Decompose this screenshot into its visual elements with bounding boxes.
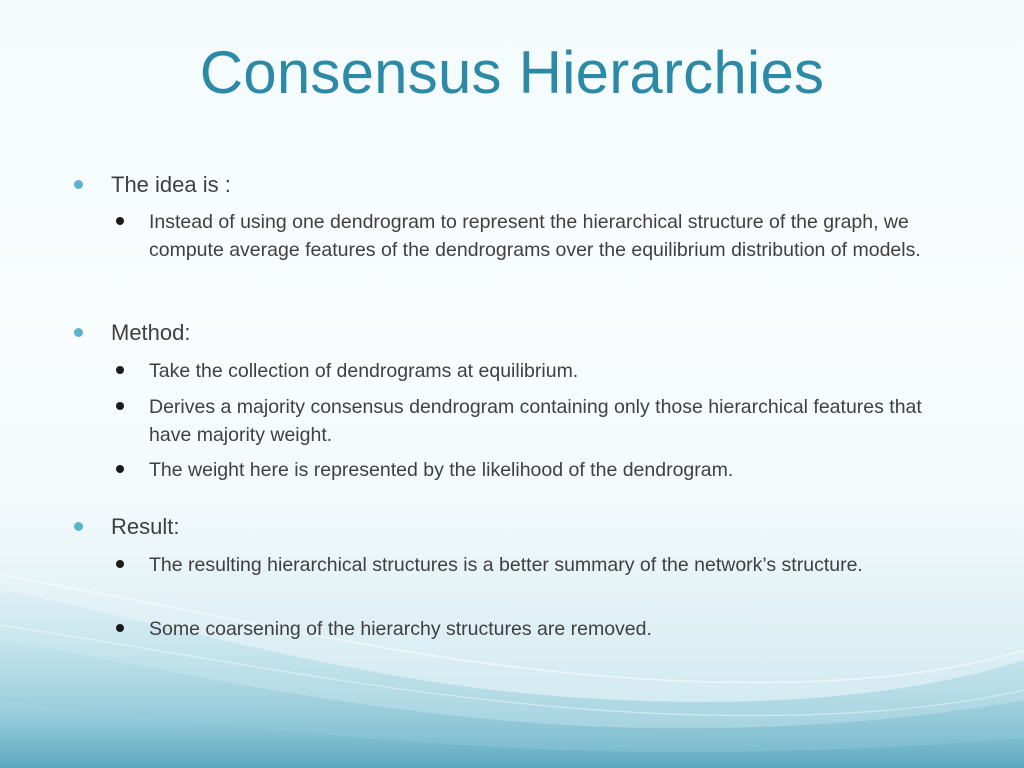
bullet-item: Take the collection of dendrograms at equilibrium. — [149, 360, 579, 382]
level1-bullet-icon — [74, 328, 83, 337]
bullet-item: Instead of using one dendrogram to represent the hierarchical structure of the graph, we compute average features of the dendrograms over the equilibrium distribution of models. — [149, 211, 921, 261]
bullet-item: The resulting hierarchical structures is a better summary of the network’s structure. — [149, 554, 863, 576]
bullet-item: Derives a majority consensus dendrogram containing only those hierarchical features that have majority weight. — [149, 396, 922, 446]
level2-bullet-icon — [116, 217, 124, 225]
level2-bullet-icon — [116, 366, 124, 374]
bullet-item: Some coarsening of the hierarchy structures are removed. — [149, 618, 652, 640]
level2-bullet-icon — [116, 624, 124, 632]
section-heading-result: Result: — [111, 514, 180, 539]
bullet-item: The weight here is represented by the likelihood of the dendrogram. — [149, 459, 734, 481]
level1-bullet-icon — [74, 522, 83, 531]
level2-bullet-icon — [116, 465, 124, 473]
level2-bullet-icon — [116, 560, 124, 568]
section-heading-idea: The idea is : — [111, 172, 231, 197]
level1-bullet-icon — [74, 180, 83, 189]
level2-bullet-icon — [116, 402, 124, 410]
section-heading-method: Method: — [111, 320, 191, 345]
slide-title: Consensus Hierarchies — [199, 39, 825, 106]
